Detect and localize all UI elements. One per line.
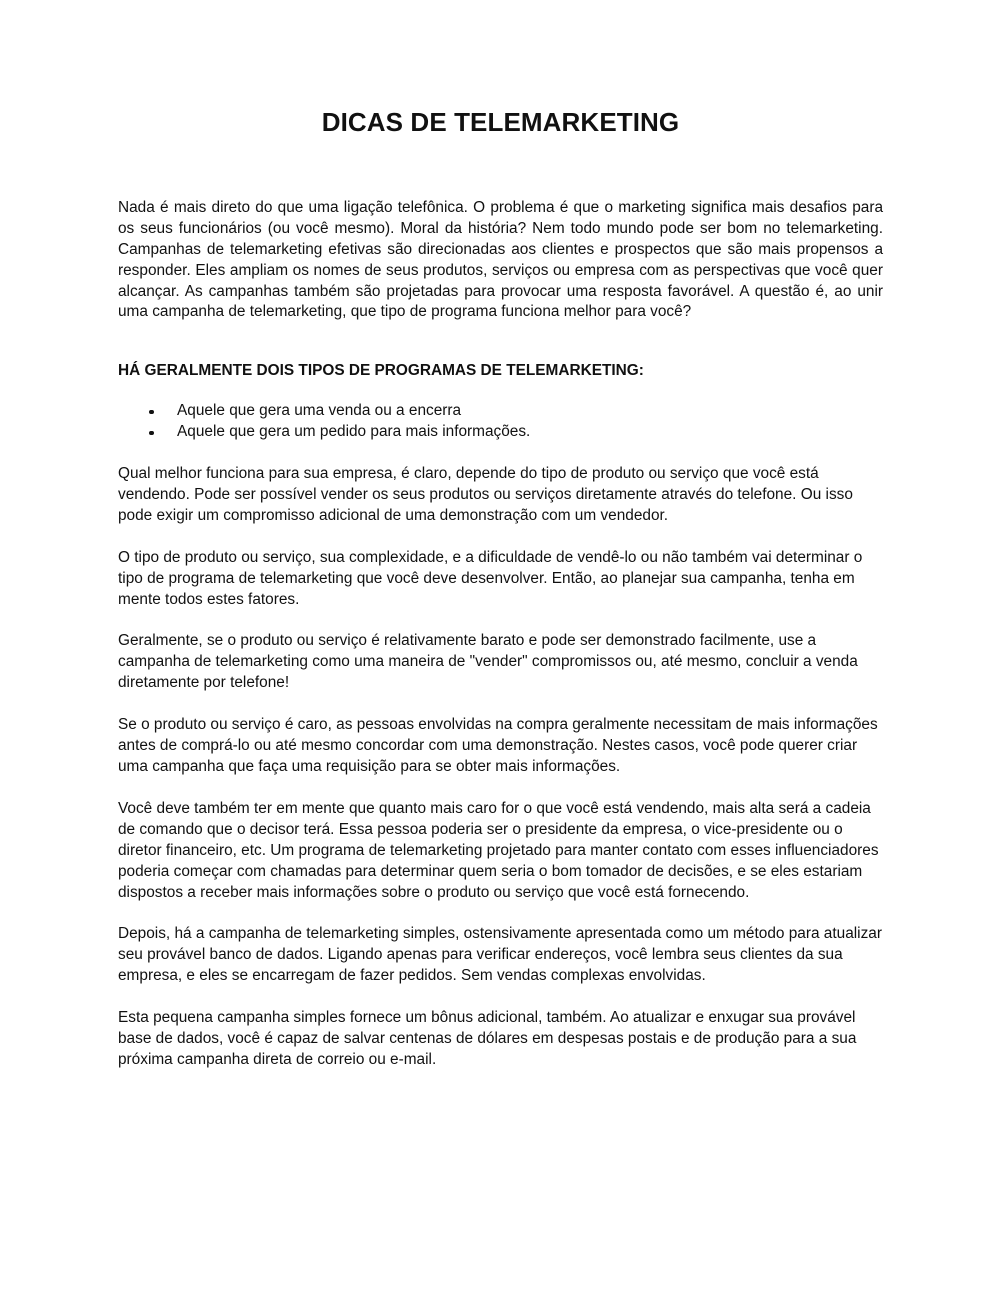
page-title: DICAS DE TELEMARKETING [321,107,680,137]
list-item-label: Aquele que gera um pedido para mais informações. [177,423,531,441]
document-body [118,0,883,1092]
body-paragraph-1: Qual melhor funciona para sua empresa, é claro, depende do tipo de produto ou serviço que você está vendendo. Pode ser possível vender os seus produtos ou serviços diretamente através do telefone. Ou isso pode exigir um compromisso adicional de uma demonstração com um vendedor. [118,465,853,524]
body-paragraph-4: Se o produto ou serviço é caro, as pessoas envolvidas na compra geralmente necessitam de mais informações antes de comprá-lo ou até mesmo concordar com uma demonstração. Nestes casos, você pode querer criar uma campanha que faça uma requisição para se obter mais informações. [118,716,878,776]
title-spacer [118,138,883,198]
section-heading: HÁ GERALMENTE DOIS TIPOS DE PROGRAMAS DE TELEMARKETING: [118,362,644,380]
list-item-label: Aquele que gera uma venda ou a encerra [177,402,462,420]
body-paragraph-5: Você deve também ter em mente que quanto mais caro for o que você está vendendo, mais alta será a cadeia de comando que o decisor terá. Essa pessoa poderia ser o presidente da empresa, o vice-presidente ou o diretor financeiro, etc. Um programa de telemarketing projetado para manter contato com esses influenciadores poderia começar com chamadas para determinar quem seria o bom tomador de decisões, e se eles estariam dispostos a receber mais informações sobre o produto ou serviço que você está fornecendo. [118,799,879,901]
list-item [118,401,883,422]
heading-spacer [118,344,883,361]
bullet-dot-icon [149,410,154,415]
body-paragraph-2: O tipo de produto ou serviço, sua complexidade, e a dificuldade de vendê-lo ou não também vai determinar o tipo de programa de telemarketing que você deve desenvolver. Então, ao planejar sua campanha, tenha em mente todos estes fatores. [118,548,863,608]
intro-paragraph: Nada é mais direto do que uma ligação telefônica. O problema é que o marketing significa mais desafios para os seus funcionários (ou você mesmo). Moral da história? Nem todo mundo pode ser bom no telemarketing. Campanhas de telemarketing efetivas são direcionadas aos clientes e prospectos que são mais propensos a responder. Eles ampliam os nomes de seus produtos, serviços ou empresa com as perspectivas que você quer alcançar. As campanhas também são projetadas para provocar uma resposta favorável. A questão é, ao unir uma campanha de telemarketing, que tipo de programa funciona melhor para você? [118,198,883,321]
list-item [118,422,883,443]
body-paragraph-6: Depois, há a campanha de telemarketing simples, ostensivamente apresentada como um método para atualizar seu provável banco de dados. Ligando apenas para verificar endereços, você lembra seus clientes da sua empresa, e eles se encarregam de fazer pedidos. Sem vendas complexas envolvidas. [118,925,882,985]
bullet-list [118,401,883,443]
bullet-dot-icon [149,431,154,436]
body-paragraph-3: Geralmente, se o produto ou serviço é relativamente barato e pode ser demonstrado facilmente, use a campanha de telemarketing como uma maneira de "vender" compromissos ou, até mesmo, concluir a venda diretamente por telefone! [118,632,858,692]
body-paragraph-7: Esta pequena campanha simples fornece um bônus adicional, também. Ao atualizar e enxugar sua provável base de dados, você é capaz de salvar centenas de dólares em despesas postais e de produção para a sua próxima campanha direta de correio ou e-mail. [118,1009,857,1068]
